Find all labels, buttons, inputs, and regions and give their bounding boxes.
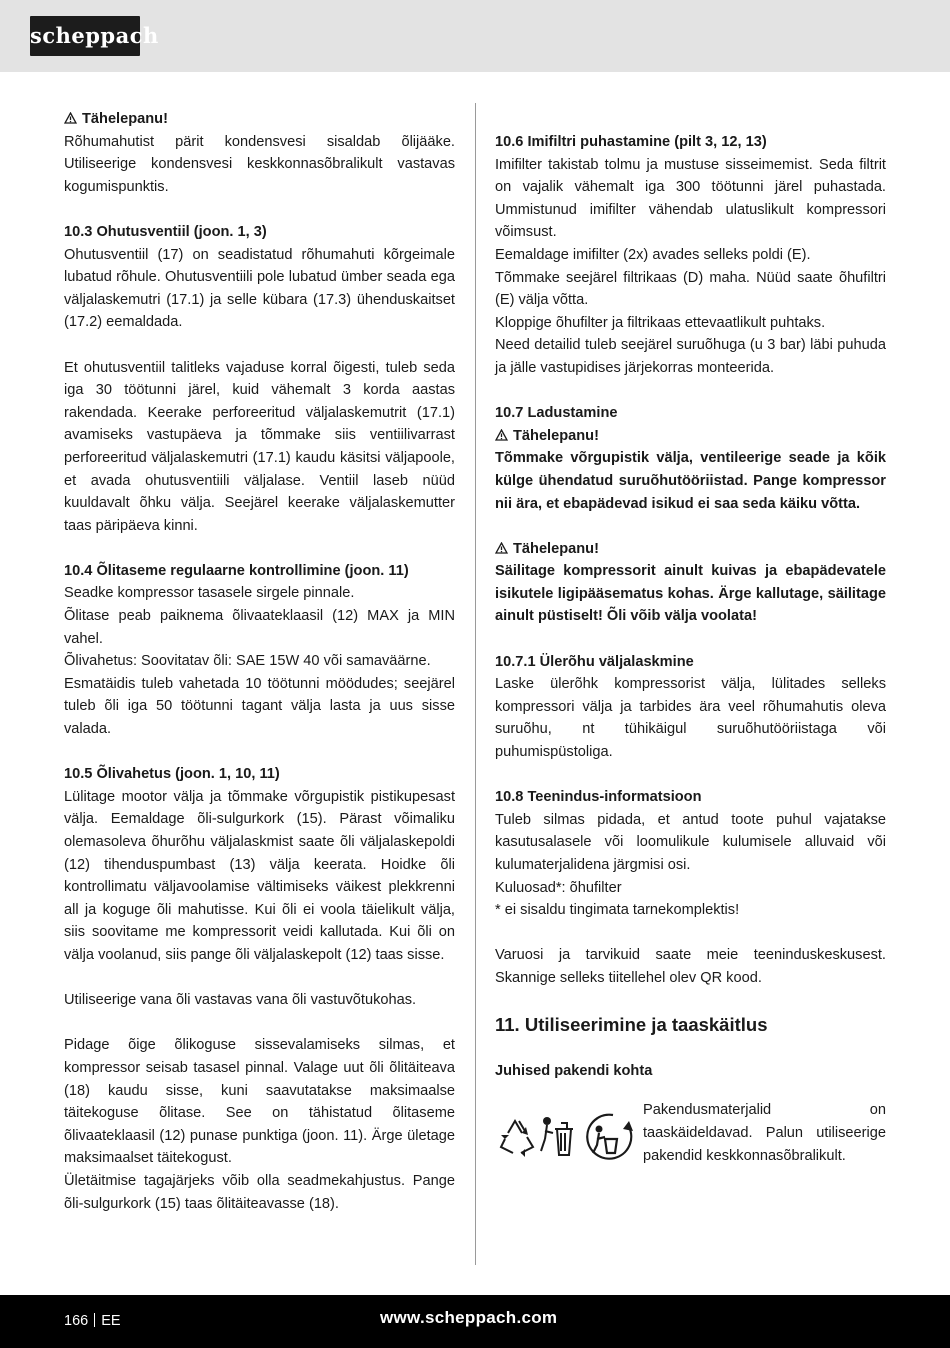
section-heading-10-5: 10.5 Õlivahetus (joon. 1, 10, 11) bbox=[64, 766, 280, 783]
dispose-properly-icon bbox=[587, 1115, 633, 1159]
right-column bbox=[495, 131, 886, 1173]
paragraph: Õlitase peab paiknema õlivaateklaasil (12) MAX ja MIN vahel. bbox=[64, 608, 455, 647]
paragraph: Laske ülerõhk kompressorist välja, lülitades selleks kompressori välja ja tarbides ära veel rõhumahutis oleva suruõhu, nt tühikäigul suruõhutööriistaga või puhumispüstoliga. bbox=[495, 676, 886, 761]
paragraph: Kuluosad*: õhufilter bbox=[495, 879, 622, 896]
paragraph: Pidage õige õlikoguse sissevalamiseks silmas, et kompressor seisab tasasel pinnal. Valage uut õli õlitäiteava (18) kaudu sisse, kuni saavutatakse maksimaalse täitekoguse õlitase. See on tähistatud õlitaseme õlivaateklaasil (12) punase punktiga (joon. 11). Ärge ületage maksimaalset täitekogust. bbox=[64, 1037, 455, 1167]
warning-triangle-icon bbox=[64, 111, 82, 127]
paragraph: Ohutusventiil (17) on seadistatud rõhumahuti kõrgeimale lubatud rõhule. Ohutusventiili pole lubatud ümber seada ega väljalaskemutri (17.1) ja selle kübara (17.3) ühenduskaitset (17.2) eemaldada. bbox=[64, 246, 455, 331]
paragraph: Eemaldage imifilter (2x) avades selleks poldi (E). bbox=[495, 246, 811, 263]
page-footer bbox=[0, 1295, 950, 1348]
paragraph: Et ohutusventiil talitleks vajaduse korral õigesti, tuleb seda iga 30 töötunni järel, kuid vähemalt 3 korda aastas rakendada. Keerake perforeeritud väljalaskemutrit (17.1) avamiseks vastupäeva ja tõmmake siis ventiilivarrast perforeeritud väljalaskemutri (17.1) kaudu käsitsi väljapoole, et avada ohutusventiili väljalase. Ventiil laseb nüüd kuuldavalt õhku välja. Seejärel keerake väljalaskemutter taas päripäeva kinni. bbox=[64, 359, 455, 534]
warning-triangle-icon bbox=[495, 541, 513, 557]
warning-text: Säilitage kompressorit ainult kuivas ja ebapädevatele isikutele ligipääsematus kohas. Ärge kallutage, säilitage ainult püstiselt! Õli võib välja voolata! bbox=[495, 563, 886, 625]
subheading: Juhised pakendi kohta bbox=[495, 1063, 653, 1080]
section-heading-10-7-1: 10.7.1 Ülerõhu väljalaskmine bbox=[495, 653, 694, 670]
packaging-text: Pakendusmaterjalid on taaskäideldavad. Palun utiliseerige pakendid keskkonnasõbralikult. bbox=[643, 1102, 886, 1164]
paragraph: Varuosi ja tarvikuid saate meie teeninduskeskusest. Skannige selleks tiitellehel olev QR kood. bbox=[495, 947, 886, 986]
page-number: 166 EE bbox=[64, 1313, 121, 1329]
chapter-heading-11: 11. Utiliseerimine ja taaskäitlus bbox=[495, 1014, 768, 1036]
paragraph: Kloppige õhufilter ja filtrikaas ettevaatlikult puhtaks. bbox=[495, 314, 826, 331]
website-link[interactable]: www.scheppach.com bbox=[380, 1308, 558, 1327]
paragraph: Õlivahetus: Soovitatav õli: SAE 15W 40 või samaväärne. bbox=[64, 653, 431, 670]
section-heading-10-7: 10.7 Ladustamine bbox=[495, 405, 618, 422]
section-heading-10-8: 10.8 Teenindus-informatsioon bbox=[495, 789, 702, 806]
section-heading-10-6: 10.6 Imifiltri puhastamine (pilt 3, 12, 13) bbox=[495, 134, 767, 150]
recycle-icon bbox=[501, 1121, 533, 1157]
section-heading-10-4: 10.4 Õlitaseme regulaarne kontrollimine (joon. 11) bbox=[64, 562, 409, 579]
page-header bbox=[0, 0, 950, 72]
column-divider bbox=[475, 103, 476, 1265]
scheppach-logo: scheppach bbox=[30, 16, 140, 56]
warning-heading: Tähelepanu! bbox=[495, 538, 886, 561]
paragraph: Imifilter takistab tolmu ja mustuse sisseimemist. Seda filtrit on vajalik vähemalt iga 300 töötunni järel puhastada. Ummistunud imifilter vähendab ulatuslikult kompressori võimsust. bbox=[495, 156, 886, 241]
section-heading-10-3: 10.3 Ohutusventiil (joon. 1, 3) bbox=[64, 223, 267, 240]
paragraph: Tõmmake seejärel filtrikaas (D) maha. Nüüd saate õhufiltri (E) välja võtta. bbox=[495, 269, 886, 309]
separator bbox=[94, 1313, 95, 1327]
paragraph: Seadke kompressor tasasele sirgele pinnale. bbox=[64, 585, 355, 602]
paragraph: Need detailid tuleb seejärel suruõhuga (u 3 bar) läbi puhuda ja jälle vastupidises järjekorras monteerida. bbox=[495, 337, 886, 376]
left-column bbox=[64, 108, 455, 1215]
warning-text: Rõhumahutist pärit kondensvesi sisaldab õlijääke. Utiliseerige kondensvesi keskkonnasõbralikult vastavas kogumispunktis. bbox=[64, 133, 455, 195]
packaging-info bbox=[495, 1099, 886, 1173]
warning-heading: Tähelepanu! bbox=[64, 108, 455, 131]
paragraph: Esmatäidis tuleb vahetada 10 töötunni möödudes; seejärel tuleb õli iga 50 töötunni tagant välja lasta ja uus sisse valada. bbox=[64, 675, 455, 738]
paragraph: Ületäitmise tagajärjeks võib olla seadmekahjustus. Pange õli-sulgurkork (15) taas õlitäiteavasse (18). bbox=[64, 1172, 455, 1212]
paragraph: * ei sisaldu tingimata tarnekomplektis! bbox=[495, 902, 740, 919]
paragraph: Lülitage mootor välja ja tõmmake võrgupistik pistikupesast välja. Eemaldage õli-sulgurkork (15). Pärast võimaliku olemasoleva õhurõhu väljalaskmist saate õli väljalaskepoldi (12) tihenduspumbast (13) välja keerata. Hoidke õli kontrollimatu väljavoolamise vältimiseks väikest plekkrenni all ja koguge õli mahutisse. Kui õli ei voola täielikult välja, siis soovitame me kompressorit veidi kallutada. Kui õli on välja voolanud, siis pange õli väljalaskepolt (12) taas sisse. bbox=[64, 788, 455, 963]
waste-bin-icon bbox=[541, 1117, 573, 1155]
paragraph: Tuleb silmas pidada, et antud toote puhul vajatakse kasutusalasele või loomulikule kulumisele alluvaid või kulumaterjalidena järgmisi osi. bbox=[495, 811, 886, 873]
warning-triangle-icon bbox=[495, 428, 513, 444]
paragraph: Utiliseerige vana õli vastavas vana õli vastuvõtukohas. bbox=[64, 992, 417, 1009]
warning-heading: Tähelepanu! bbox=[495, 425, 886, 448]
disposal-icons bbox=[495, 1107, 635, 1167]
warning-text: Tõmmake võrgupistik välja, ventileerige seade ja kõik külge ühendatud suruõhutööriistad. Pange kompressor nii ära, et ebapädevad isikud ei saa seda käiku võtta. bbox=[495, 450, 886, 512]
